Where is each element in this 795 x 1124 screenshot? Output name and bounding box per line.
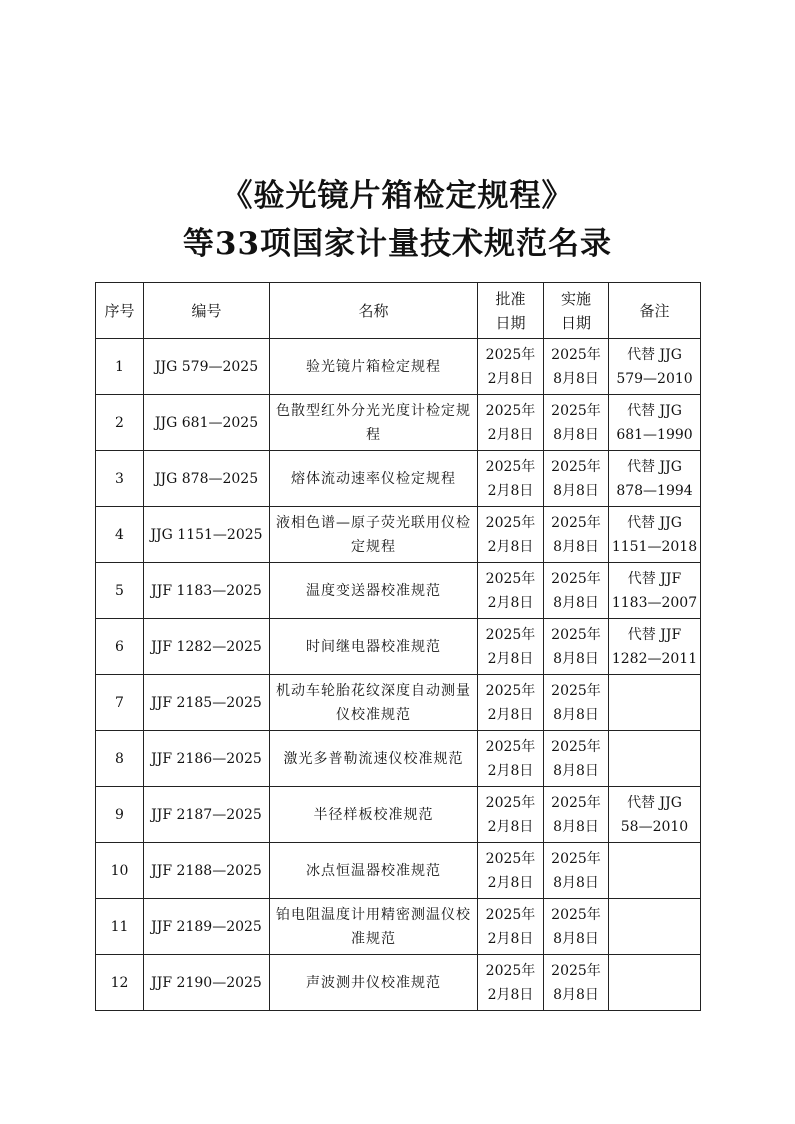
header-note: 备注 bbox=[609, 283, 701, 339]
approval-day: 2月8日 bbox=[487, 370, 534, 387]
cell-approval-date bbox=[478, 899, 544, 955]
cell-note bbox=[609, 507, 701, 563]
cell-code: JJF 2189—2025 bbox=[144, 899, 270, 955]
approval-year: 2025年 bbox=[485, 794, 536, 811]
cell-implement-date bbox=[544, 395, 609, 451]
implement-year: 2025年 bbox=[551, 962, 601, 979]
cell-code: JJG 878—2025 bbox=[144, 451, 270, 507]
cell-code: JJF 1183—2025 bbox=[144, 563, 270, 619]
approval-day: 2月8日 bbox=[487, 874, 534, 891]
cell-approval-date bbox=[478, 395, 544, 451]
cell-no: 1 bbox=[96, 339, 144, 395]
cell-name: 声波测井仪校准规范 bbox=[270, 955, 478, 1011]
cell-approval-date bbox=[478, 955, 544, 1011]
cell-implement-date bbox=[544, 843, 609, 899]
implement-day: 8月8日 bbox=[553, 986, 599, 1003]
cell-code: JJG 1151—2025 bbox=[144, 507, 270, 563]
implement-day: 8月8日 bbox=[553, 706, 599, 723]
cell-no: 12 bbox=[96, 955, 144, 1011]
cell-note bbox=[609, 787, 701, 843]
cell-implement-date bbox=[544, 899, 609, 955]
cell-note bbox=[609, 675, 701, 731]
cell-code: JJF 2190—2025 bbox=[144, 955, 270, 1011]
cell-implement-date bbox=[544, 787, 609, 843]
header-implement-line2: 日期 bbox=[560, 313, 591, 332]
approval-year: 2025年 bbox=[485, 738, 536, 755]
implement-day: 8月8日 bbox=[553, 874, 599, 891]
cell-implement-date bbox=[544, 339, 609, 395]
note-line1: 代替 JJG bbox=[627, 346, 682, 363]
table-row bbox=[96, 787, 701, 843]
cell-note bbox=[609, 899, 701, 955]
approval-year: 2025年 bbox=[485, 962, 536, 979]
approval-year: 2025年 bbox=[485, 570, 536, 587]
table-row bbox=[96, 507, 701, 563]
implement-year: 2025年 bbox=[551, 458, 601, 475]
document-title-line1: 《验光镜片箱检定规程》 bbox=[221, 178, 574, 214]
implement-day: 8月8日 bbox=[553, 818, 599, 835]
implement-year: 2025年 bbox=[551, 682, 601, 699]
cell-no: 7 bbox=[96, 675, 144, 731]
note-line2: 878—1994 bbox=[616, 482, 693, 499]
cell-note bbox=[609, 395, 701, 451]
cell-code: JJF 2187—2025 bbox=[144, 787, 270, 843]
cell-approval-date bbox=[478, 731, 544, 787]
table-row bbox=[96, 563, 701, 619]
table-row bbox=[96, 843, 701, 899]
approval-year: 2025年 bbox=[485, 626, 536, 643]
table-row bbox=[96, 955, 701, 1011]
header-no: 序号 bbox=[96, 283, 144, 339]
cell-name: 铂电阻温度计用精密测温仪校准规范 bbox=[270, 899, 478, 955]
cell-no: 8 bbox=[96, 731, 144, 787]
cell-implement-date bbox=[544, 619, 609, 675]
header-implement-date bbox=[544, 283, 609, 339]
cell-no: 5 bbox=[96, 563, 144, 619]
implement-year: 2025年 bbox=[551, 570, 601, 587]
cell-code: JJF 1282—2025 bbox=[144, 619, 270, 675]
approval-day: 2月8日 bbox=[487, 426, 534, 443]
note-line1: 代替 JJF bbox=[627, 570, 682, 587]
approval-day: 2月8日 bbox=[487, 930, 534, 947]
cell-code: JJG 681—2025 bbox=[144, 395, 270, 451]
implement-day: 8月8日 bbox=[553, 370, 599, 387]
approval-year: 2025年 bbox=[485, 514, 536, 531]
note-line1: 代替 JJG bbox=[627, 458, 682, 475]
cell-approval-date bbox=[478, 507, 544, 563]
cell-approval-date bbox=[478, 339, 544, 395]
cell-note bbox=[609, 955, 701, 1011]
table-row bbox=[96, 451, 701, 507]
cell-implement-date bbox=[544, 563, 609, 619]
note-line2: 1183—2007 bbox=[611, 594, 698, 611]
cell-name: 激光多普勒流速仪校准规范 bbox=[270, 731, 478, 787]
approval-day: 2月8日 bbox=[487, 482, 534, 499]
approval-year: 2025年 bbox=[485, 850, 536, 867]
note-line2: 1282—2011 bbox=[611, 650, 698, 667]
approval-day: 2月8日 bbox=[487, 650, 534, 667]
standards-table bbox=[95, 282, 701, 1011]
cell-no: 4 bbox=[96, 507, 144, 563]
table-row bbox=[96, 899, 701, 955]
table-row bbox=[96, 395, 701, 451]
cell-implement-date bbox=[544, 955, 609, 1011]
cell-name: 熔体流动速率仪检定规程 bbox=[270, 451, 478, 507]
header-approval-line1: 批准 bbox=[495, 289, 526, 308]
cell-no: 10 bbox=[96, 843, 144, 899]
cell-name: 色散型红外分光光度计检定规程 bbox=[270, 395, 478, 451]
cell-approval-date bbox=[478, 563, 544, 619]
cell-approval-date bbox=[478, 619, 544, 675]
approval-day: 2月8日 bbox=[487, 762, 534, 779]
cell-note bbox=[609, 619, 701, 675]
implement-year: 2025年 bbox=[551, 850, 601, 867]
cell-no: 2 bbox=[96, 395, 144, 451]
approval-day: 2月8日 bbox=[487, 818, 534, 835]
implement-year: 2025年 bbox=[551, 346, 601, 363]
implement-day: 8月8日 bbox=[553, 538, 599, 555]
note-line2: 1151—2018 bbox=[611, 538, 698, 555]
approval-day: 2月8日 bbox=[487, 706, 534, 723]
cell-code: JJG 579—2025 bbox=[144, 339, 270, 395]
implement-day: 8月8日 bbox=[553, 930, 599, 947]
cell-note bbox=[609, 731, 701, 787]
document-title-line2: 等33项国家计量技术规范名录 bbox=[182, 226, 613, 262]
table-row bbox=[96, 339, 701, 395]
cell-code: JJF 2186—2025 bbox=[144, 731, 270, 787]
note-line2: 58—2010 bbox=[620, 818, 689, 835]
implement-day: 8月8日 bbox=[553, 762, 599, 779]
cell-name: 冰点恒温器校准规范 bbox=[270, 843, 478, 899]
implement-year: 2025年 bbox=[551, 906, 601, 923]
approval-year: 2025年 bbox=[485, 682, 536, 699]
header-approval-date bbox=[478, 283, 544, 339]
note-line2: 681—1990 bbox=[616, 426, 693, 443]
cell-code: JJF 2188—2025 bbox=[144, 843, 270, 899]
cell-name: 验光镜片箱检定规程 bbox=[270, 339, 478, 395]
cell-note bbox=[609, 563, 701, 619]
implement-year: 2025年 bbox=[551, 626, 601, 643]
cell-no: 6 bbox=[96, 619, 144, 675]
cell-note bbox=[609, 451, 701, 507]
cell-name: 时间继电器校准规范 bbox=[270, 619, 478, 675]
implement-day: 8月8日 bbox=[553, 482, 599, 499]
cell-name: 半径样板校准规范 bbox=[270, 787, 478, 843]
note-line1: 代替 JJG bbox=[627, 514, 682, 531]
cell-code: JJF 2185—2025 bbox=[144, 675, 270, 731]
note-line1: 代替 JJF bbox=[627, 626, 682, 643]
implement-day: 8月8日 bbox=[553, 650, 599, 667]
implement-year: 2025年 bbox=[551, 514, 601, 531]
cell-implement-date bbox=[544, 731, 609, 787]
table-row bbox=[96, 619, 701, 675]
approval-year: 2025年 bbox=[485, 402, 536, 419]
approval-year: 2025年 bbox=[485, 458, 536, 475]
header-name: 名称 bbox=[270, 283, 478, 339]
table-row bbox=[96, 731, 701, 787]
cell-approval-date bbox=[478, 843, 544, 899]
cell-approval-date bbox=[478, 675, 544, 731]
implement-day: 8月8日 bbox=[553, 426, 599, 443]
note-line1: 代替 JJG bbox=[627, 402, 682, 419]
approval-year: 2025年 bbox=[485, 346, 536, 363]
cell-note bbox=[609, 843, 701, 899]
implement-day: 8月8日 bbox=[553, 594, 599, 611]
note-line2: 579—2010 bbox=[616, 370, 693, 387]
cell-note bbox=[609, 339, 701, 395]
cell-name: 温度变送器校准规范 bbox=[270, 563, 478, 619]
cell-no: 11 bbox=[96, 899, 144, 955]
implement-year: 2025年 bbox=[551, 794, 601, 811]
cell-name: 液相色谱—原子荧光联用仪检定规程 bbox=[270, 507, 478, 563]
table-body bbox=[96, 339, 701, 1011]
cell-implement-date bbox=[544, 507, 609, 563]
table-row bbox=[96, 675, 701, 731]
header-code: 编号 bbox=[144, 283, 270, 339]
implement-year: 2025年 bbox=[551, 402, 601, 419]
implement-year: 2025年 bbox=[551, 738, 601, 755]
cell-no: 9 bbox=[96, 787, 144, 843]
cell-approval-date bbox=[478, 787, 544, 843]
note-line1: 代替 JJG bbox=[627, 794, 682, 811]
cell-implement-date bbox=[544, 675, 609, 731]
table-header-row bbox=[96, 283, 701, 339]
cell-name: 机动车轮胎花纹深度自动测量仪校准规范 bbox=[270, 675, 478, 731]
header-implement-line1: 实施 bbox=[560, 289, 591, 308]
approval-day: 2月8日 bbox=[487, 986, 534, 1003]
header-approval-line2: 日期 bbox=[495, 313, 526, 332]
cell-implement-date bbox=[544, 451, 609, 507]
cell-no: 3 bbox=[96, 451, 144, 507]
cell-approval-date bbox=[478, 451, 544, 507]
approval-year: 2025年 bbox=[485, 906, 536, 923]
approval-day: 2月8日 bbox=[487, 594, 534, 611]
approval-day: 2月8日 bbox=[487, 538, 534, 555]
